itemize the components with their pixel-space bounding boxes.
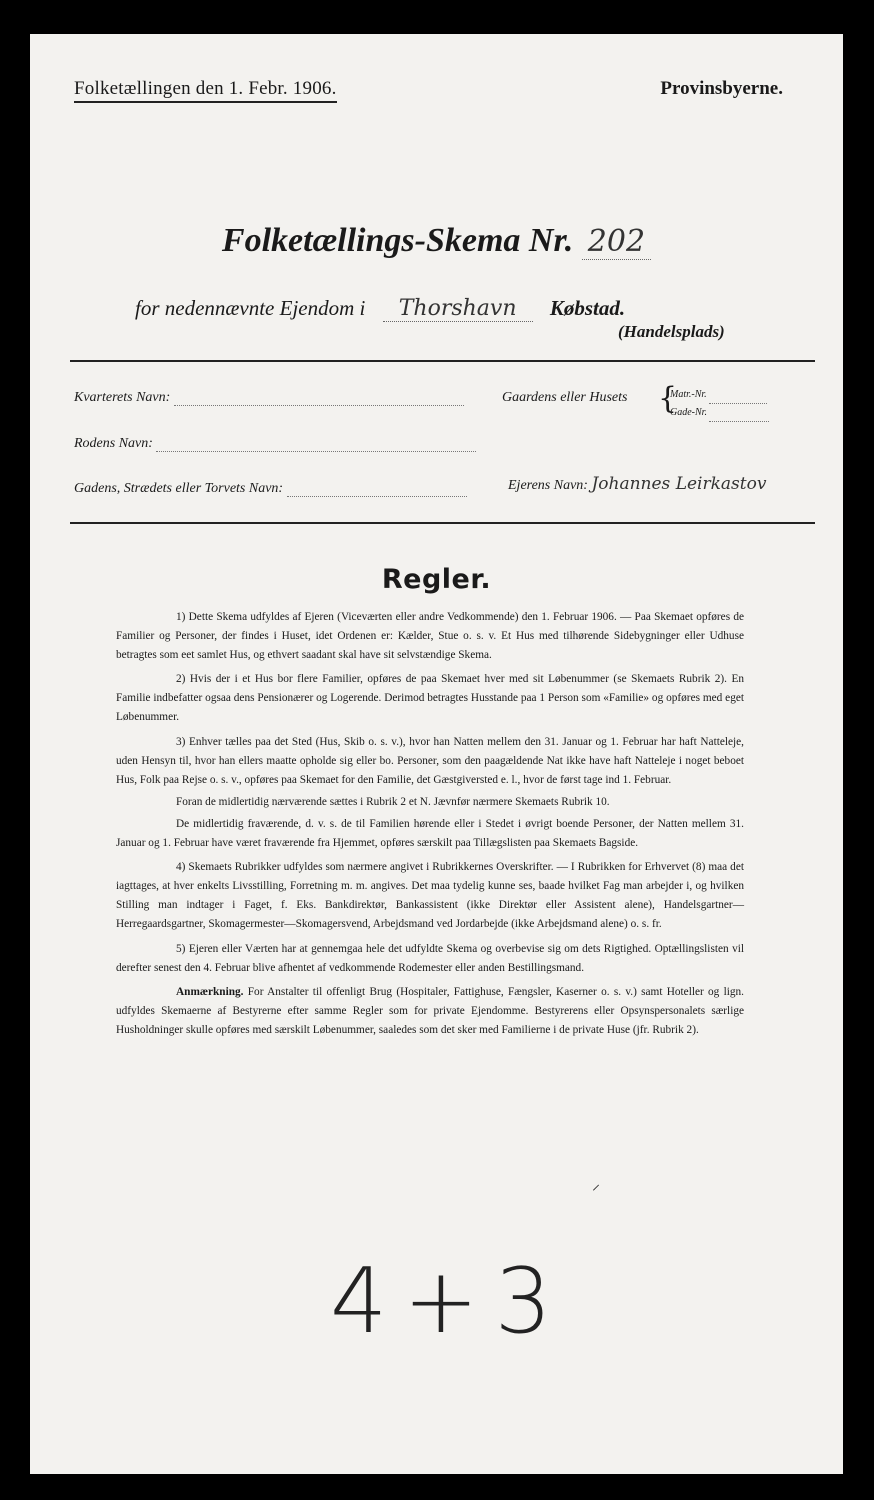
region-header: Provinsbyerne. xyxy=(660,78,783,99)
rules-heading: Regler. xyxy=(381,564,492,595)
subtitle-prefix: for nedennævnte Ejendom i xyxy=(135,296,366,320)
gade-navn-blank xyxy=(287,484,467,497)
remark-label: Anmærkning. xyxy=(176,985,244,998)
ejer-field xyxy=(508,474,766,494)
rode-field xyxy=(74,436,476,452)
gade-nr-label: Gade-Nr. xyxy=(670,407,707,418)
rule-3-absent: De midlertidig fraværende, d. v. s. de til Familien hørende eller i Stedet i øvrigt boende Personer, der Natten mellem 31. Januar og 1. Februar have været fraværende fra Hjemmet, opføres særskilt paa Tillægslisten paa Skemaets Bagside. xyxy=(116,817,744,850)
town-handwritten: Thorshavn xyxy=(383,296,533,322)
rule-1: 1) Dette Skema udfyldes af Ejeren (Viceværten eller andre Vedkommende) den 1. Februar 1906. — Paa Skemaet opføres de Familier og Personer, der findes i Huset, idet Ordenen er: Kælder, Stue o. s. v. Et Hus med tilhørende Sidebygninger eller Udhuse betragtes som eet samlet Hus, og ethvert saadant skal have sit selvstændige Skema. xyxy=(116,611,744,662)
gaard-field xyxy=(502,390,627,406)
rule-5: 5) Ejeren eller Værten har at gennemgaa hele det udfyldte Skema og overbevise sig om dets Rigtighed. Optællingslisten vil derefter senest den 4. Februar blive afhentet af vedkommende Rodemester eller anden Bestillingsmand. xyxy=(116,942,744,974)
rule-3-n: Foran de midlertidig nærværende sættes i Rubrik 2 et N. Jævnfør nærmere Skemaets Rubrik 10. xyxy=(176,795,610,808)
rule-2: 2) Hvis der i et Hus bor flere Familier, opføres de paa Skemaet hver med sit Løbenummer (se Skemaets Rubrik 2). En Familie indbefatter ogsaa dens Pensionærer og Logerende. Derimod betragtes Husstande paa 1 Person som «Familie» og opføres med eget Løbenummer. xyxy=(116,673,744,724)
handwritten-count: 4+3 xyxy=(330,1249,568,1354)
form-number-handwritten: 202 xyxy=(582,224,651,260)
number-fields xyxy=(670,386,769,422)
gade-nr-blank xyxy=(709,413,769,422)
kvarter-blank xyxy=(174,393,464,406)
remark xyxy=(116,983,744,1040)
form-title-text: Folketællings-Skema Nr. xyxy=(221,222,574,259)
divider-top xyxy=(70,360,815,362)
census-date-header: Folketællingen den 1. Febr. 1906. xyxy=(74,78,337,103)
rules-body xyxy=(116,608,744,1045)
form-title xyxy=(30,222,843,260)
handwritten-mark: ⸍ xyxy=(592,1181,601,1200)
brace: { xyxy=(658,381,678,416)
rode-blank xyxy=(156,439,476,452)
form-subtitle xyxy=(135,296,625,322)
gade-navn-label: Gadens, Strædets eller Torvets Navn: xyxy=(74,481,284,496)
rule-4: 4) Skemaets Rubrikker udfyldes som nærmere angivet i Rubrikkernes Overskrifter. — I Rubrikken for Erhvervet (8) maa det iagttages, at hver enkelts Livsstilling, Forretning m. m. angives. Det maa tydelig kunne ses, baade hvilket Fag man arbejder i, og hvilken Stilling man indtager i Faget, f. Eks. Bankdirektør, Bankassistent (ikke Direktør eller Assistent alene), Handelsgartner—Herregaardsgartner, Skomagermester—Skomagersvend, Arbejdsmand ved Jordarbejde (ikke Arbejdsmand alene) o. s. fr. xyxy=(116,861,744,931)
remark-text: For Anstalter til offenligt Brug (Hospitaler, Fattighuse, Fængsler, Kaserner o. s. v.) samt Hoteller og lign. udfyldes Skemaerne af Bestyrerne efter samme Regler som for private Ejendomme. Bestyrerens eller Opsynspersonalets særlige Husholdninger skulle opføres med særskilt Løbenummer, saaledes som det sker med Familierne i de private Huse (jfr. Rubrik 2). xyxy=(116,985,744,1036)
matr-label: Matr.-Nr. xyxy=(670,389,707,400)
kvarter-field xyxy=(74,390,464,406)
subtitle-alt: (Handelsplads) xyxy=(618,322,725,341)
ejer-label: Ejerens Navn: xyxy=(508,478,588,493)
divider-bottom xyxy=(70,522,815,524)
census-form-page xyxy=(30,34,843,1474)
rule-3: 3) Enhver tælles paa det Sted (Hus, Skib o. s. v.), hvor han Natten mellem den 31. Januar og 1. Februar har haft Natteleje, uden Hensyn til, hvor han ellers maatte opholde sig eller bo. Personer, som den paagældende Nat ikke have haft Natteleje i noget beboet Hus, Folk paa Rejse o. s. v., opføres paa Skemaet for den Familie, det Gæstgiversted e. l., hvor de først tage ind 1. Februar. xyxy=(116,735,744,786)
kvarter-label: Kvarterets Navn: xyxy=(74,390,171,405)
ejer-handwritten: Johannes Leirkastov xyxy=(591,474,767,494)
subtitle-suffix: Købstad. xyxy=(549,296,626,320)
gaard-label: Gaardens eller Husets xyxy=(502,390,628,405)
gade-navn-field xyxy=(74,481,467,497)
rode-label: Rodens Navn: xyxy=(74,436,153,451)
matr-blank xyxy=(709,395,767,404)
